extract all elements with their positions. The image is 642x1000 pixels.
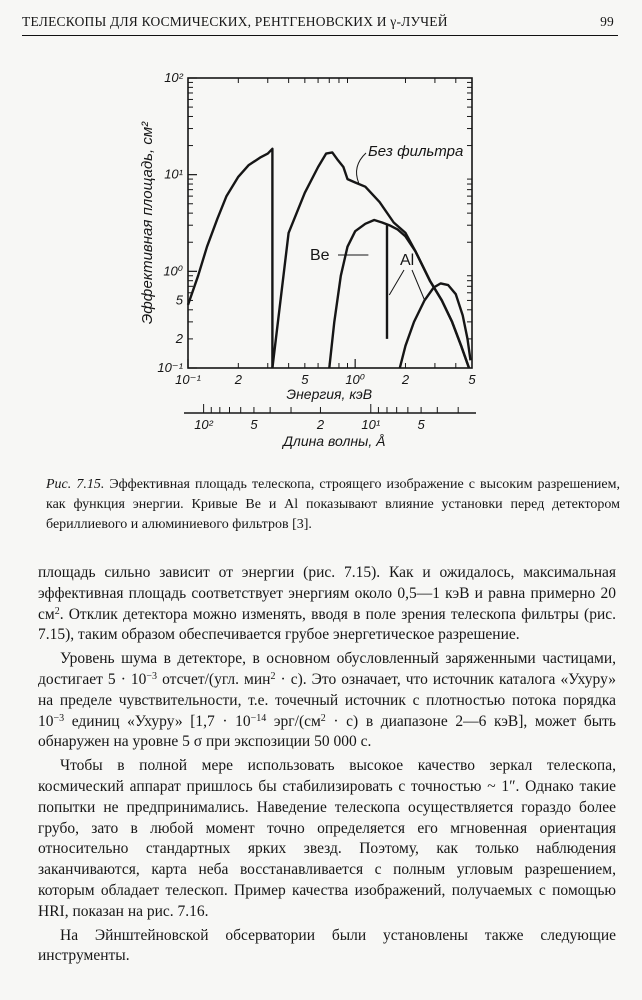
annotation-be: Be (310, 247, 330, 264)
x-tick-label: 5 (301, 372, 309, 387)
page-number: 99 (600, 14, 614, 29)
p2-sup4: −14 (250, 712, 267, 724)
p2-f: · с) в диапазоне 2—6 кэВ], может быть обнаружен на уровне 5 σ при экспозиции 50 000 с. (38, 712, 616, 751)
p2-sup5: 2 (320, 712, 326, 724)
leader-al-2 (412, 270, 425, 300)
header-title: ТЕЛЕСКОПЫ ДЛЯ КОСМИЧЕСКИХ, РЕНТГЕНОВСКИХ И γ-ЛУЧЕЙ (22, 14, 448, 29)
x-tick-label: 5 (468, 372, 476, 387)
p1-a: площадь сильно зависит от энергии (рис. 7.15). Как и ожидалось, максимальная эффективная площадь соответствует энергиям около 0,5—1 кэВ и равна примерно 20 см (38, 564, 616, 623)
y-tick-label: 10¹ (164, 166, 183, 182)
p2-a: Уровень шума в детекторе, в основном обусловленный заряженными частицами, достигает 5 · 10 (38, 650, 616, 688)
paragraph-2 (38, 649, 616, 753)
p1-b: . Отклик детектора можно изменять, вводя в поле зрения телескопа фильтры (рис. 7.15), таким образом обеспечивается грубое энергетическое разрешение. (38, 605, 616, 644)
x-tick-label: 10⁰ (345, 372, 365, 387)
caption-label: Рис. 7.15. (46, 477, 105, 492)
annotation-al: Al (400, 252, 415, 269)
y-axis-label: Эффективная площадь, см² (139, 121, 156, 325)
p2-b: отсчет/(угл. мин (157, 670, 271, 688)
wavelength-tick-label: 5 (250, 417, 258, 432)
x-tick-label: 2 (234, 372, 242, 387)
wavelength-tick-label: 2 (316, 417, 325, 432)
paragraph-4: На Эйнштейновской обсерватории были установлены также следующие инструменты. (38, 926, 616, 965)
y-tick-label: 10² (164, 70, 183, 85)
plot-frame-box (188, 78, 472, 368)
leader-no-filter (357, 153, 366, 183)
annotation-no-filter: Без фильтра (368, 143, 464, 160)
wavelength-axis-label: Длина волны, Å (283, 433, 386, 449)
wavelength-tick-label: 5 (417, 417, 425, 432)
p2-c: · с). Это означает, что источник каталога «Ухуру» на пределе чувствительности, т.е. точечный источник с плотностью потока порядка 10 (38, 670, 616, 730)
series-al-line (400, 283, 471, 368)
series-no-filter-line (272, 152, 469, 368)
effective-area-chart (0, 60, 642, 460)
wavelength-tick-label: 10¹ (361, 417, 381, 432)
wavelength-tick-label: 10² (194, 417, 214, 432)
series-no-filter-line (188, 149, 272, 368)
p1-sup: 2 (54, 605, 60, 617)
paragraph-3: Чтобы в полной мере использовать высокое качество зеркал телескопа, космический аппарат пришлось бы стабилизировать с точностью ~ 1″. Однако такие попытки не предпринимались. Наведение телескопа осуществляется гораздо более грубо, зато в любой момент точно определяется его мгновенная ориентация относительно стандартных ярких звезд. Поэтому, как только наблюдения заканчиваются, карта неба восстанавливается с полным угловым разрешением, которым обладает телескоп. Пример качества изображений, получаемых с помощью HRI, показан на рис. 7.16. (38, 757, 616, 920)
p2-sup3: −3 (53, 712, 65, 724)
p2-e: эрг/(см (266, 712, 321, 730)
p2-sup1: −3 (146, 670, 158, 682)
body-text (38, 563, 616, 967)
x-axis-label: Энергия, кэВ (286, 386, 373, 402)
header-rule (22, 35, 618, 36)
leader-al-1 (389, 270, 404, 295)
p2-sup2: 2 (270, 670, 276, 682)
paragraph-1 (38, 563, 616, 646)
p2-d: единиц «Ухуру» [1,7 · 10 (64, 712, 251, 730)
x-tick-label: 10⁻¹ (175, 372, 201, 387)
series-be-line (329, 220, 469, 368)
y-tick-label: 2 (175, 330, 183, 346)
y-tick-label: 10⁻¹ (157, 360, 183, 375)
x-tick-label: 2 (401, 372, 410, 387)
y-tick-label: 10⁰ (163, 263, 183, 279)
y-tick-label: 5 (175, 292, 183, 308)
caption-text: Эффективная площадь телескопа, строящего изображение с высоким разрешением, как функция энергии. Кривые Be и Al показывают влияние установки перед детектором бериллиевого и алюминиевого фильтров [3]. (46, 477, 621, 532)
figure-caption (46, 475, 620, 535)
